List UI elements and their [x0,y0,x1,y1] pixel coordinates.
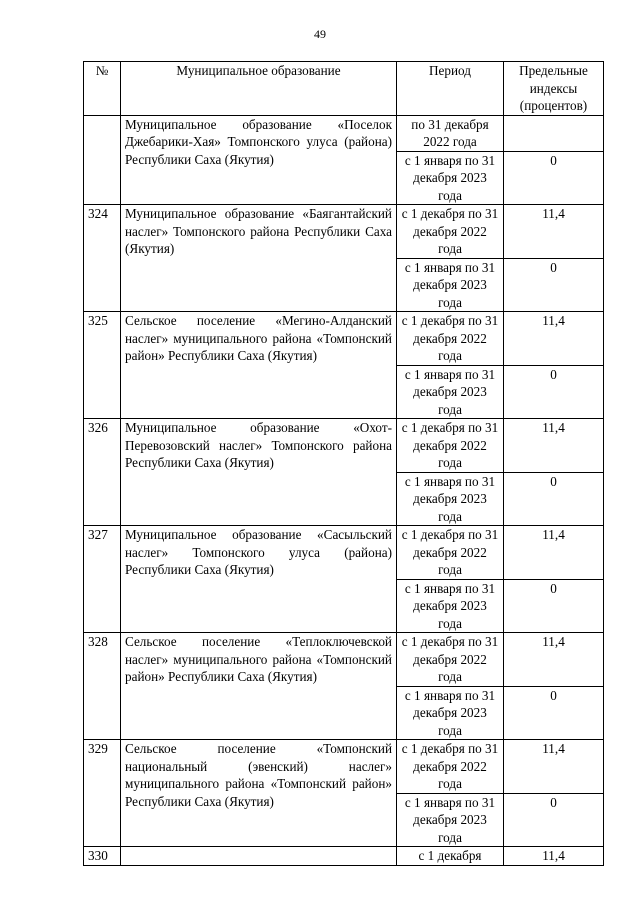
period-cell: с 1 декабря по 31 декабря 2022 года [397,312,504,366]
municipality-name: Сельское поселение «Томпонский национальный (эвенский) наслег» муниципального района «Томпонский район» Республики Саха (Якутия) [121,740,397,847]
row-number: 325 [84,312,121,419]
period-cell: с 1 января по 31 декабря 2023 года [397,686,504,740]
period-cell: по 31 декабря 2022 года [397,115,504,151]
period-cell: с 1 декабря по 31 декабря 2022 года [397,633,504,687]
index-value: 0 [504,472,604,526]
indices-table [83,61,604,866]
table-header-row [84,62,604,116]
period-cell: с 1 декабря по 31 декабря 2022 года [397,740,504,794]
row-number: 327 [84,526,121,633]
header-period: Период [397,62,504,116]
row-number: 324 [84,205,121,312]
period-cell: с 1 января по 31 декабря 2023 года [397,579,504,633]
municipality-name: Сельское поселение «Теплоключевской наслег» муниципального района «Томпонский район» Республики Саха (Якутия) [121,633,397,740]
index-value: 11,4 [504,633,604,687]
index-value: 0 [504,365,604,419]
index-value: 11,4 [504,526,604,580]
table-row [84,115,604,151]
period-cell: с 1 января по 31 декабря 2023 года [397,793,504,847]
table-row [84,526,604,580]
index-value: 0 [504,151,604,205]
period-cell: с 1 декабря [397,847,504,866]
period-cell: с 1 января по 31 декабря 2023 года [397,258,504,312]
table-row [84,205,604,259]
period-cell: с 1 декабря по 31 декабря 2022 года [397,526,504,580]
row-number: 326 [84,419,121,526]
table-row [84,740,604,794]
index-value: 11,4 [504,847,604,866]
index-value: 11,4 [504,205,604,259]
row-number: 328 [84,633,121,740]
municipality-name: Сельское поселение «Мегино-Алданский наслег» муниципального района «Томпонский район» Республики Саха (Якутия) [121,312,397,419]
row-number: 329 [84,740,121,847]
period-cell: с 1 января по 31 декабря 2023 года [397,151,504,205]
index-value: 0 [504,579,604,633]
index-value: 11,4 [504,419,604,473]
index-value [504,115,604,151]
table-row [84,312,604,366]
row-number [84,115,121,205]
row-number: 330 [84,847,121,866]
municipality-name: Муниципальное образование «Баягантайский наслег» Томпонского района Республики Саха (Якутия) [121,205,397,312]
period-cell: с 1 января по 31 декабря 2023 года [397,365,504,419]
period-cell: с 1 января по 31 декабря 2023 года [397,472,504,526]
index-value: 11,4 [504,312,604,366]
index-value: 11,4 [504,740,604,794]
index-value: 0 [504,793,604,847]
municipality-name: Муниципальное образование «Охот-Перевозовский наслег» Томпонского района Республики Саха (Якутия) [121,419,397,526]
page-number: 49 [314,27,326,41]
index-value: 0 [504,258,604,312]
header-municipality: Муниципальное образование [121,62,397,116]
table-row [84,633,604,687]
period-cell: с 1 декабря по 31 декабря 2022 года [397,419,504,473]
table-row [84,847,604,866]
table-row [84,419,604,473]
index-value: 0 [504,686,604,740]
municipality-name [121,847,397,866]
municipality-name: Муниципальное образование «Поселок Джебарики-Хая» Томпонского улуса (района) Республики Саха (Якутия) [121,115,397,205]
period-cell: с 1 декабря по 31 декабря 2022 года [397,205,504,259]
header-num: № [84,62,121,116]
municipality-name: Муниципальное образование «Сасыльский наслег» Томпонского улуса (района) Республики Саха (Якутия) [121,526,397,633]
header-index: Предельные индексы (процентов) [504,62,604,116]
table-body [84,115,604,865]
